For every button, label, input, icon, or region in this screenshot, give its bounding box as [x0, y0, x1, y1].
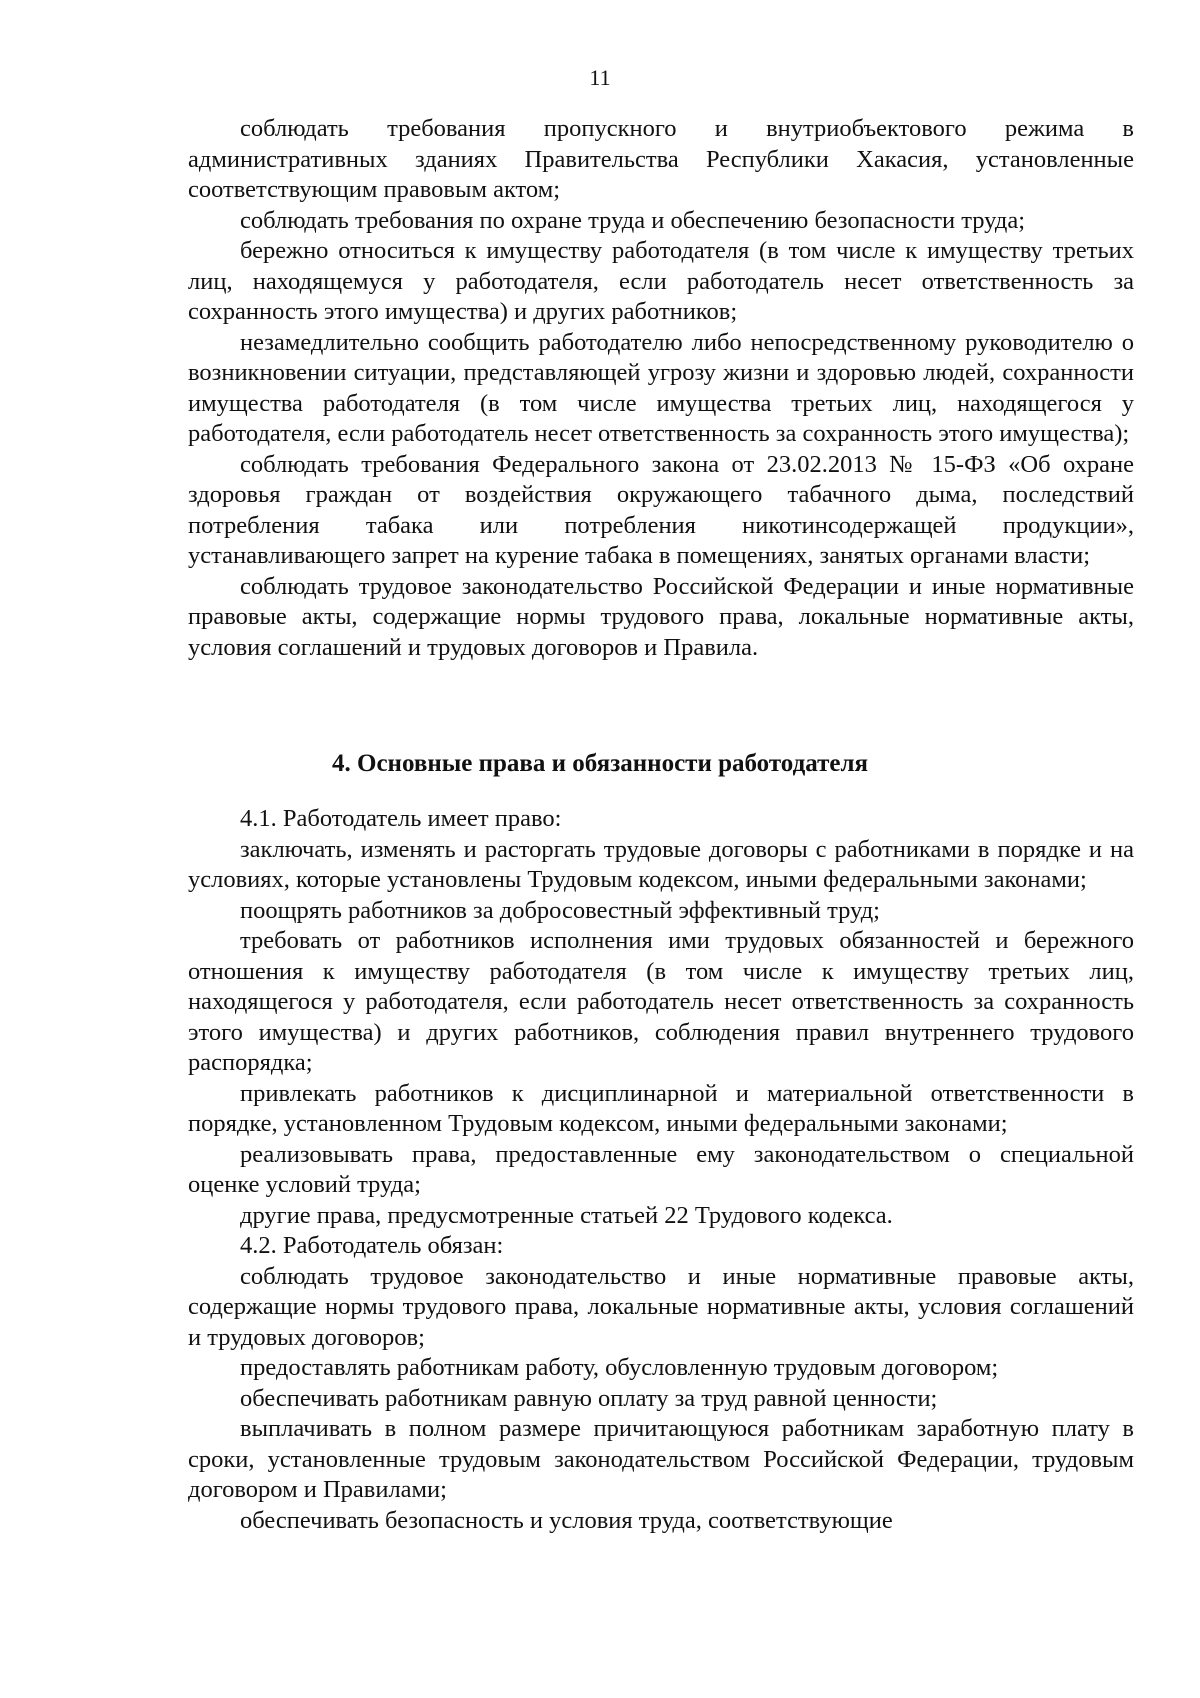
paragraph: соблюдать трудовое законодательство и иные нормативные правовые акты, содержащие нормы трудового права, локальные нормативные акты, условия соглашений и трудовых договоров;	[188, 1262, 1134, 1351]
paragraph: выплачивать в полном размере причитающуюся работникам заработную плату в сроки, установленные трудовым законодательством Российской Федерации, трудовым договором и Правилами;	[188, 1415, 1134, 1503]
paragraph: другие права, предусмотренные статьей 22 Трудового кодекса.	[240, 1201, 893, 1229]
paragraph: 4.2. Работодатель обязан:	[240, 1232, 504, 1259]
paragraph: реализовывать права, предоставленные ему законодательством о специальной оценке условий труда;	[188, 1140, 1134, 1198]
paragraph: соблюдать требования пропускного и внутриобъектового режима в административных зданиях Правительства Республики Хакасия, установленные соответствующим правовым актом;	[188, 115, 1134, 203]
employer-rights-block	[188, 804, 1134, 1536]
paragraph: требовать от работников исполнения ими трудовых обязанностей и бережного отношения к имуществу работодателя (в том числе к имуществу третьих лиц, находящегося у работодателя, если работодатель несет ответственность за сохранность этого имущества) и других работников, соблюдения правил внутреннего трудового распорядка;	[188, 927, 1134, 1076]
section-heading: 4. Основные права и обязанности работодателя	[332, 750, 868, 777]
paragraph: бережно относиться к имуществу работодателя (в том числе к имуществу третьих лиц, находящемуся у работодателя, если работодатель несет ответственность за сохранность этого имущества) и других работников;	[188, 237, 1134, 325]
paragraph: поощрять работников за добросовестный эффективный труд;	[240, 896, 880, 924]
paragraph: незамедлительно сообщить работодателю либо непосредственному руководителю о возникновении ситуации, представляющей угрозу жизни и здоровью людей, сохранности имущества работодателя (в том числе имущества третьих лиц, находящегося у работодателя, если работодатель несет ответственность за сохранность этого имущества);	[188, 328, 1134, 447]
paragraph: обеспечивать безопасность и условия труда, соответствующие	[240, 1506, 893, 1534]
paragraph: соблюдать требования по охране труда и обеспечению безопасности труда;	[240, 206, 1026, 234]
paragraph: привлекать работников к дисциплинарной и материальной ответственности в порядке, установленном Трудовым кодексом, иными федеральными законами;	[188, 1079, 1134, 1137]
paragraph: 4.1. Работодатель имеет право:	[240, 805, 562, 832]
paragraph: обеспечивать работникам равную оплату за труд равной ценности;	[240, 1384, 938, 1412]
paragraph: предоставлять работникам работу, обусловленную трудовым договором;	[240, 1354, 999, 1381]
paragraph: соблюдать трудовое законодательство Российской Федерации и иные нормативные правовые акты, содержащие нормы трудового права, локальные нормативные акты, условия соглашений и трудовых договоров и Правила.	[188, 572, 1134, 661]
paragraph: соблюдать требования Федерального закона от 23.02.2013 № 15-ФЗ «Об охране здоровья граждан от воздействия окружающего табачного дыма, последствий потребления табака или потребления никотинсодержащей продукции», устанавливающего запрет на курение табака в помещениях, занятых органами власти;	[188, 450, 1134, 569]
page-number: 11	[589, 65, 611, 90]
obligations-continued-block	[188, 114, 1134, 663]
paragraph: заключать, изменять и расторгать трудовые договоры с работниками в порядке и на условиях, которые установлены Трудовым кодексом, иными федеральными законами;	[188, 835, 1134, 893]
